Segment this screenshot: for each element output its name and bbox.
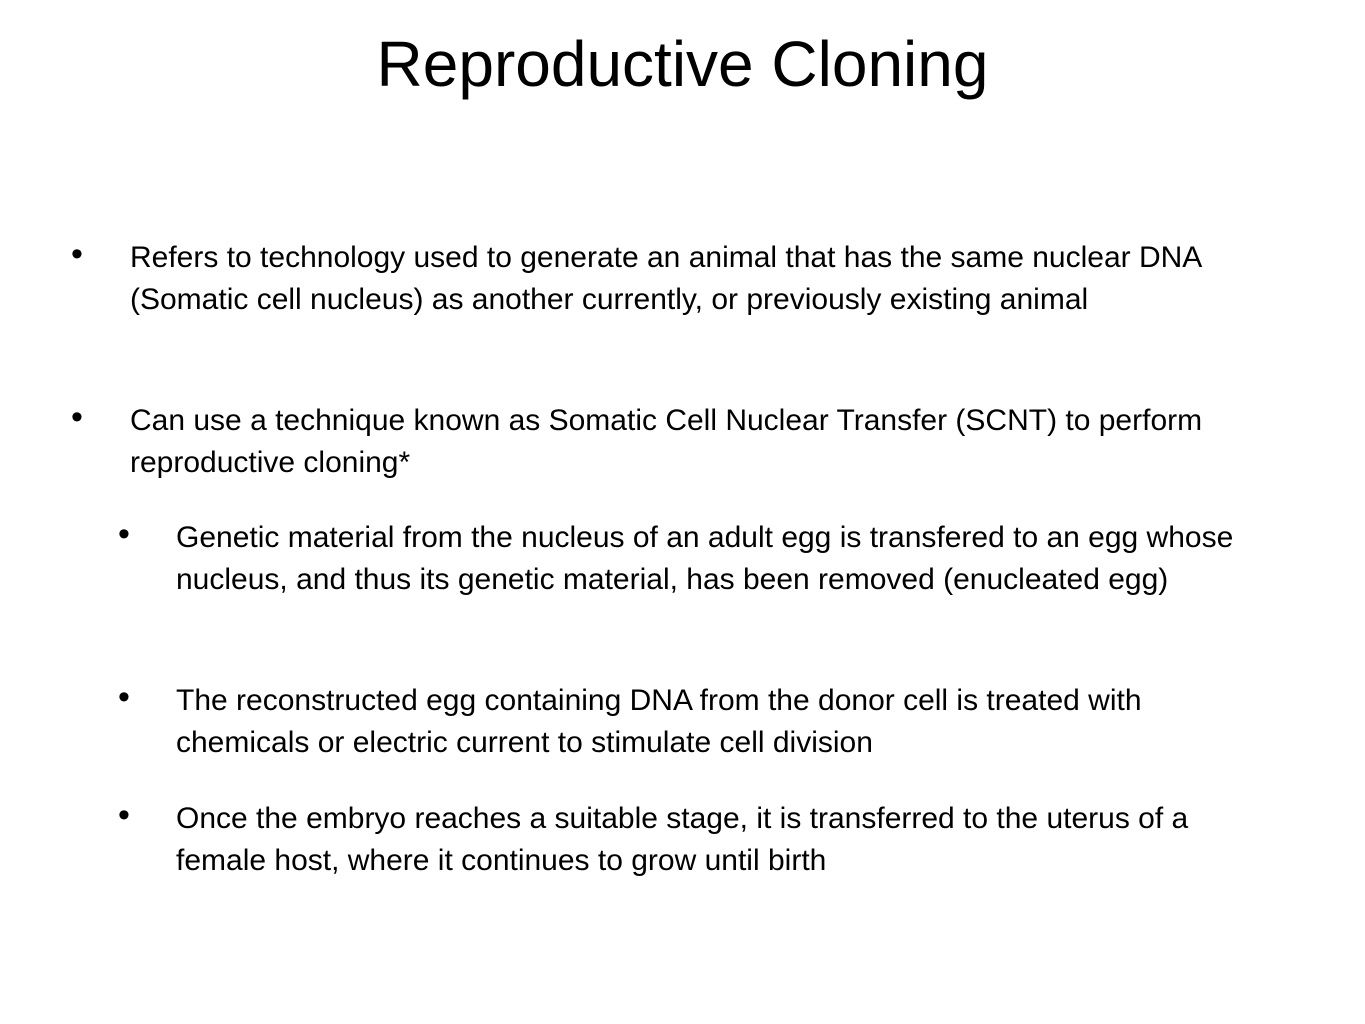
bullet-text: Refers to technology used to generate an animal that has the same nuclear DNA (Somatic cell nucleus) as another currently, or previously existing animal	[130, 241, 1201, 316]
bullet-dot-icon: •	[118, 796, 130, 834]
bullet-dot-icon: •	[71, 235, 83, 273]
bullet-text: Genetic material from the nucleus of an adult egg is transfered to an egg whose nucleus, and thus its genetic material, has been removed (enucleated egg)	[176, 521, 1234, 596]
bullet-text: Can use a technique known as Somatic Cell Nuclear Transfer (SCNT) to perform reproductive cloning*	[130, 404, 1203, 479]
bullet-item	[71, 398, 1220, 484]
bullet-item	[71, 235, 1220, 321]
slide-title: Reproductive Cloning	[376, 28, 989, 100]
bullet-dot-icon: •	[118, 678, 130, 716]
bullet-dot-icon: •	[118, 515, 130, 553]
bullet-dot-icon: •	[71, 398, 83, 436]
sub-bullet-item	[118, 678, 1236, 764]
sub-bullet-item	[118, 515, 1236, 601]
sub-bullet-item	[118, 796, 1236, 882]
bullet-text: The reconstructed egg containing DNA from the donor cell is treated with chemicals or electric current to stimulate cell division	[176, 684, 1142, 759]
bullet-text: Once the embryo reaches a suitable stage, it is transferred to the uterus of a female host, where it continues to grow until birth	[176, 802, 1189, 877]
